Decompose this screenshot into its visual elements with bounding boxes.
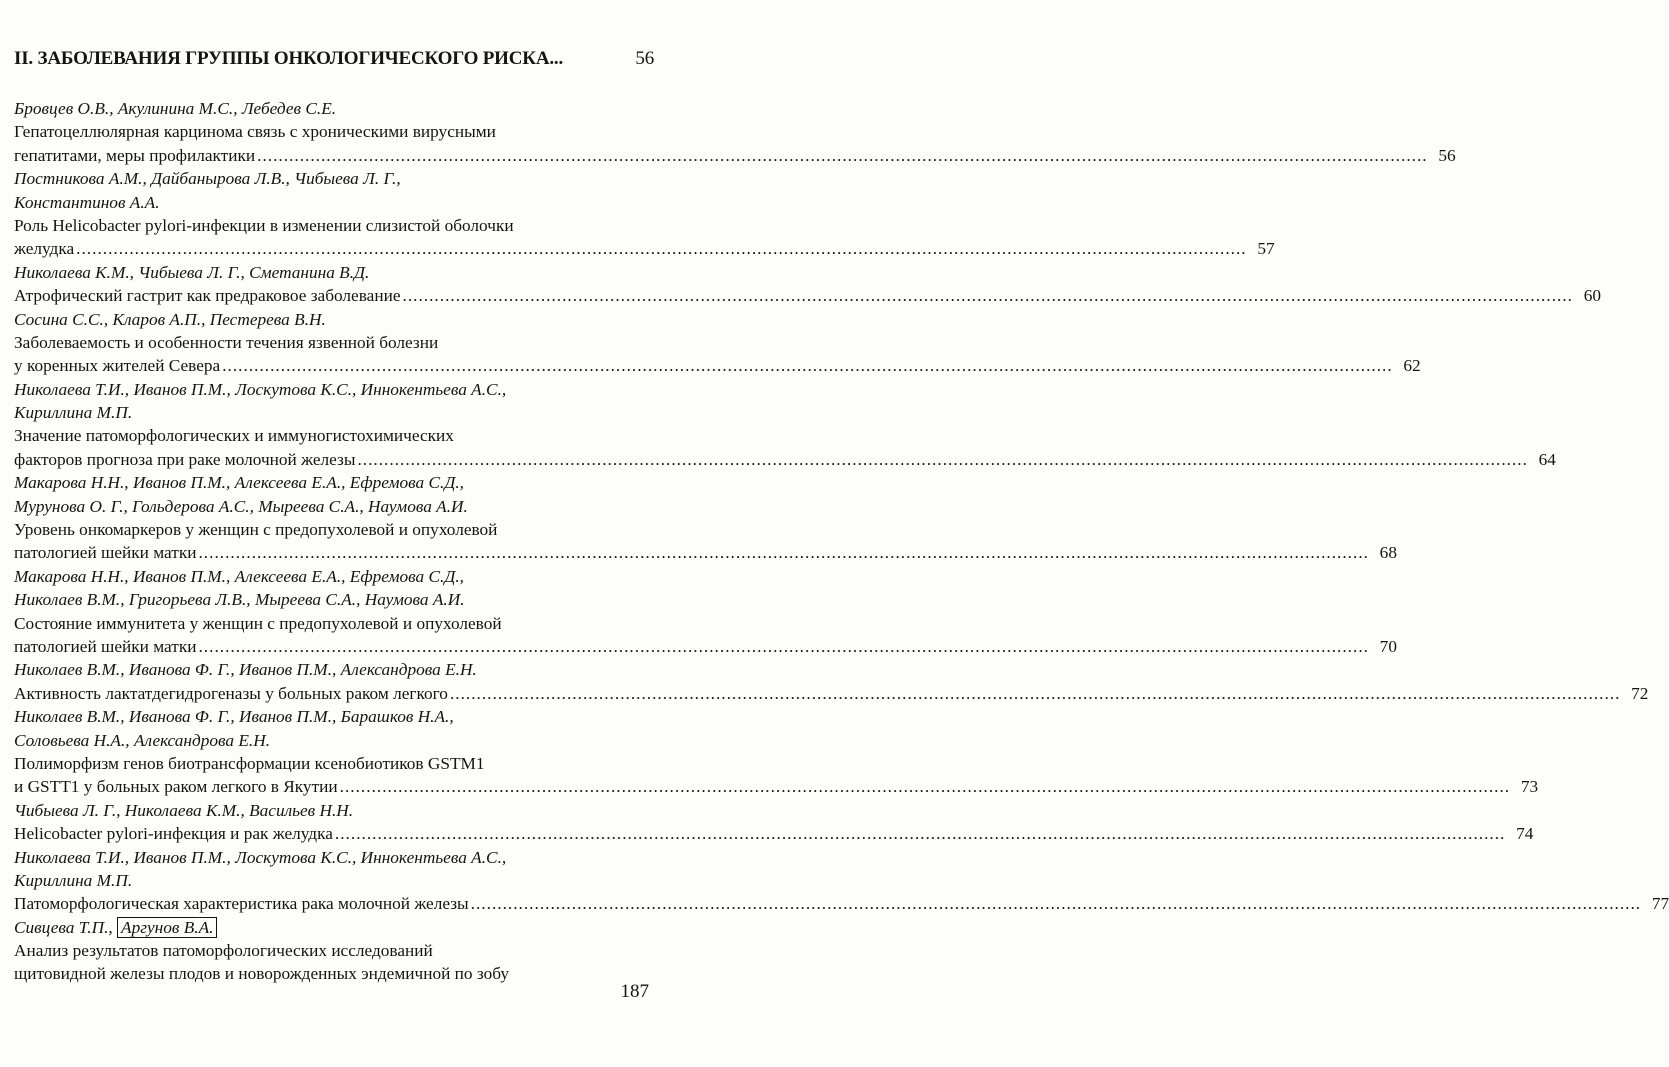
entry-authors: Константинов А.А. — [14, 192, 160, 212]
entry-title: Атрофический гастрит как предраковое заболевание — [14, 286, 401, 306]
toc-entry — [14, 471, 1397, 565]
page-number: 187 — [620, 981, 649, 1002]
dot-leader: ............................................................................................................................................................................................................................ — [76, 239, 1247, 259]
entry-title: факторов прогноза при раке молочной железы — [14, 449, 356, 469]
dot-leader: ............................................................................................................................................................................................................................ — [339, 777, 1511, 797]
entry-title-last-line — [14, 775, 1539, 798]
entry-title-last-line — [14, 822, 1534, 845]
entry-title-last-line — [14, 448, 1556, 471]
table-of-contents — [14, 97, 1669, 986]
entry-authors: Кириллина М.П. — [14, 870, 133, 890]
entry-page-number: 73 — [1520, 777, 1539, 797]
dot-leader: ............................................................................................................................................................................................................................ — [198, 636, 1369, 656]
entry-title: щитовидной железы плодов и новорожденных эндемичной по зобу — [14, 964, 510, 984]
dot-leader: ............................................................................................................................................................................................................................ — [198, 543, 1369, 563]
entry-authors: Николаева Т.И., Иванов П.М., Лоскутова К.С., Иннокентьева А.С., — [14, 847, 507, 867]
toc-entry — [14, 705, 1539, 799]
entry-title: Гепатоцеллюлярная карцинома связь с хроническими вирусными — [14, 122, 496, 142]
entry-authors: Николаев В.М., Иванова Ф. Г., Иванов П.М., Александрова Е.Н. — [14, 660, 477, 680]
toc-entry — [14, 846, 1669, 916]
entry-authors: Чибыева Л. Г., Николаева К.М., Васильев Н.Н. — [14, 800, 354, 820]
entry-title: и GSTT1 у больных раком легкого в Якутии — [14, 777, 338, 797]
entry-authors: Сосина С.С., Кларов А.П., Пестерева В.Н. — [14, 309, 326, 329]
dot-leader: ............................................................................................................................................................................................................................ — [357, 449, 1528, 469]
toc-entry — [14, 658, 1649, 705]
entry-title: желудка — [14, 239, 75, 259]
entry-title-last-line — [14, 284, 1601, 307]
entry-authors: Николаев В.М., Григорьева Л.В., Мыреева С.А., Наумова А.И. — [14, 590, 465, 610]
entry-title: Значение патоморфологических и иммуногистохимических — [14, 426, 454, 446]
entry-title-last-line — [14, 354, 1421, 377]
section-title: II. ЗАБОЛЕВАНИЯ ГРУППЫ ОНКОЛОГИЧЕСКОГО РИСКА... — [14, 48, 564, 69]
entry-page-number: 68 — [1379, 543, 1397, 563]
entry-title: Заболеваемость и особенности течения язвенной болезни — [14, 332, 439, 352]
entry-title: Состояние иммунитета у женщин с предопухолевой и опухолевой — [14, 613, 502, 633]
entry-title: патологией шейки матки — [14, 543, 197, 563]
entry-page-number: 60 — [1583, 286, 1601, 306]
entry-authors — [14, 916, 640, 939]
entry-authors: Бровцев О.В., Акулинина М.С., Лебедев С.Е. — [14, 99, 337, 118]
dot-leader: ............................................................................................................................................................................................................................ — [334, 824, 1506, 844]
entry-page-number: 56 — [1438, 145, 1456, 165]
entry-title: Helicobacter pylori-инфекция и рак желудка — [14, 824, 333, 844]
entry-page-number: 74 — [1516, 824, 1534, 844]
dot-leader: ............................................................................................................................................................................................................................ — [402, 286, 1573, 306]
toc-entry — [14, 916, 640, 986]
entry-title: Уровень онкомаркеров у женщин с предопухолевой и опухолевой — [14, 520, 498, 540]
section-page-number: 56 — [635, 48, 654, 69]
dot-leader: ............................................................................................................................................................................................................................ — [470, 894, 1642, 914]
entry-page-number: 77 — [1651, 894, 1669, 914]
dot-leader: ............................................................................................................................................................................................................................ — [257, 145, 1428, 165]
toc-entry — [14, 565, 1397, 659]
entry-title: Анализ результатов патоморфологических исследований — [14, 941, 433, 961]
entry-page-number: 62 — [1403, 356, 1421, 376]
entry-authors: Николаева К.М., Чибыева Л. Г., Сметанина В.Д. — [14, 262, 370, 282]
entry-page-number: 64 — [1538, 449, 1556, 469]
entry-authors: Макарова Н.Н., Иванов П.М., Алексеева Е.А., Ефремова С.Д., — [14, 566, 464, 586]
entry-authors: Николаев В.М., Иванова Ф. Г., Иванов П.М., Барашков Н.А., — [14, 707, 454, 727]
entry-page-number: 70 — [1379, 636, 1397, 656]
entry-authors: Постникова А.М., Дайбанырова Л.В., Чибыева Л. Г., — [14, 169, 401, 189]
entry-title-last-line — [14, 635, 1397, 658]
toc-entry — [14, 799, 1534, 846]
toc-entry — [14, 97, 1456, 167]
boxed-author-name: Аргунов В.А. — [117, 917, 217, 938]
toc-entry — [14, 167, 1275, 261]
entry-title: Патоморфологическая характеристика рака молочной железы — [14, 894, 469, 914]
toc-entry — [14, 378, 1556, 472]
entry-title-last-line — [14, 892, 1669, 915]
entry-title-last-line — [14, 541, 1397, 564]
entry-authors: Мурунова О. Г., Гольдерова А.С., Мыреева С.А., Наумова А.И. — [14, 496, 468, 516]
entry-title-last-line — [14, 682, 1649, 705]
entry-title: у коренных жителей Севера — [14, 356, 221, 376]
section-heading — [14, 48, 654, 70]
entry-page-number: 57 — [1257, 239, 1275, 259]
entry-title-last-line — [14, 144, 1456, 167]
toc-entry — [14, 308, 1421, 378]
author-names: Сивцева Т.П., — [14, 917, 118, 937]
dot-leader: ............................................................................................................................................................................................................................ — [222, 356, 1393, 376]
entry-title: гепатитами, меры профилактики — [14, 145, 256, 165]
dot-leader: ............................................................................................................................................................................................................................ — [449, 683, 1621, 703]
entry-authors: Соловьева Н.А., Александрова Е.Н. — [14, 730, 271, 750]
entry-title-last-line — [14, 237, 1275, 260]
entry-title: Активность лактатдегидрогеназы у больных раком легкого — [14, 683, 448, 703]
entry-authors: Кириллина М.П. — [14, 403, 133, 423]
entry-page-number: 72 — [1631, 683, 1649, 703]
toc-entry — [14, 261, 1601, 308]
entry-title: Роль Helicobacter pylori-инфекции в изменении слизистой оболочки — [14, 215, 514, 235]
entry-title: Полиморфизм генов биотрансформации ксенобиотиков GSTM1 — [14, 753, 485, 773]
entry-authors: Макарова Н.Н., Иванов П.М., Алексеева Е.А., Ефремова С.Д., — [14, 473, 464, 493]
entry-authors: Николаева Т.И., Иванов П.М., Лоскутова К.С., Иннокентьева А.С., — [14, 379, 507, 399]
entry-title: патологией шейки матки — [14, 636, 197, 656]
